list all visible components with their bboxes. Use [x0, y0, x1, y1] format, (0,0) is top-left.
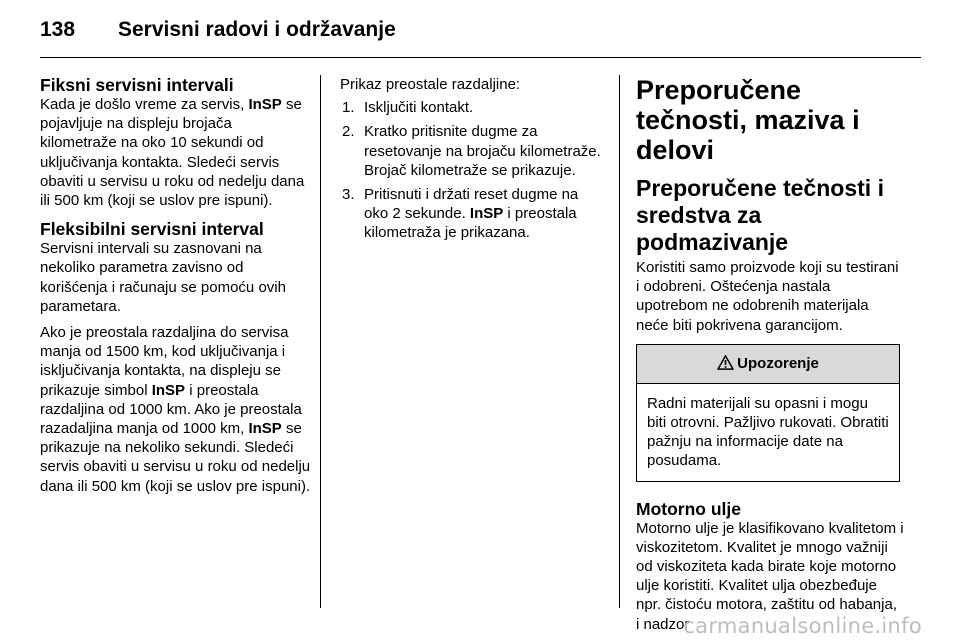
- insp-symbol: InSP: [151, 381, 186, 399]
- paragraph-fixed-intervals: Kada je došlo vreme za servis, InSP se pojavljuje na displeju brojača kilometraže na oko 10 sekundi od uključivanja kontakta. Sledeći servis obaviti u servisu u roku od nedelju dana ili 500 km (koji se uslov pre ispuni).: [40, 96, 305, 210]
- page-header: [40, 12, 920, 52]
- warning-title: Upozorenje: [737, 355, 819, 373]
- column-divider-left: [320, 75, 321, 608]
- header-divider: [40, 57, 921, 58]
- page-title: Servisni radovi i održavanje: [118, 18, 396, 41]
- list-item: 3. Pritisnuti i držati reset dugme na oko 2 sekunde. InSP i preostala kilometraža je prikazana.: [342, 186, 579, 242]
- warning-triangle-icon: [717, 355, 734, 370]
- heading-recommended-lubricants: Preporučene tečnosti i sredstva za podmazivanje: [636, 175, 884, 255]
- warning-text: Radni materijali su opasni i mogu biti otrovni. Pažljivo rukovati. Obratiti pažnju na informacije date na posudama.: [647, 394, 889, 470]
- heading-recommended-fluids-parts: Preporučene tečnosti, maziva i delovi: [636, 75, 860, 165]
- list-item: 1. Isključiti kontakt.: [342, 99, 474, 117]
- page-number: 138: [40, 18, 76, 41]
- column-middle: [340, 75, 602, 248]
- column-left: [40, 75, 312, 503]
- steps-list: [340, 98, 602, 242]
- heading-flexible-interval: Fleksibilni servisni interval: [40, 219, 264, 240]
- paragraph-approved-products: Koristiti samo proizvode koji su testirani i odobreni. Oštećenja nastala upotrebom ne odobrenih materijala neće biti pokrivena garancijom.: [636, 259, 899, 334]
- warning-header: [637, 345, 899, 384]
- insp-symbol: InSP: [469, 205, 504, 223]
- warning-box: [636, 344, 900, 482]
- column-divider-right: [619, 75, 620, 608]
- heading-engine-oil: Motorno ulje: [636, 498, 741, 519]
- column-right: [636, 75, 904, 641]
- heading-fixed-intervals: Fiksni servisni intervali: [40, 75, 234, 95]
- insp-symbol: InSP: [248, 96, 282, 113]
- watermark: carmanualsonline.info: [683, 614, 922, 638]
- remaining-distance-intro: Prikaz preostale razdaljine:: [340, 76, 521, 93]
- insp-symbol: InSP: [248, 420, 282, 438]
- list-item: 2. Kratko pritisnite dugme za resetovanje na brojaču kilometraže. Brojač kilometraže se prikazuje.: [342, 123, 601, 179]
- paragraph-engine-oil: Motorno ulje je klasifikovano kvalitetom i viskozitetom. Kvalitet je mnogo važniji od viskoziteta kada birate koje motorno ulje koristiti. Kvalitet ulja obezbeđuje npr. čistoću motora, zaštitu od habanja, i nadzor: [636, 519, 904, 633]
- paragraph-flexible-intro: Servisni intervali su zasnovani na nekoliko parametra zavisno od korišćenja i računaju se pomoću ovih parametara.: [40, 240, 286, 315]
- paragraph-flexible-details: Ako je preostala razdaljina do servisa manja od 1500 km, kod uključivanja i isključivanja kontakta, na displeju se prikazuje simbol InSP i preostala razdaljina od 1000 km. Ako je preostala razadaljina manja od 1000 km, InSP se prikazuje na nekoliko sekundi. Sledeći servis obaviti u servisu u roku od nedelju dana ili 500 km (koji se uslov pre ispuni).: [40, 324, 311, 495]
